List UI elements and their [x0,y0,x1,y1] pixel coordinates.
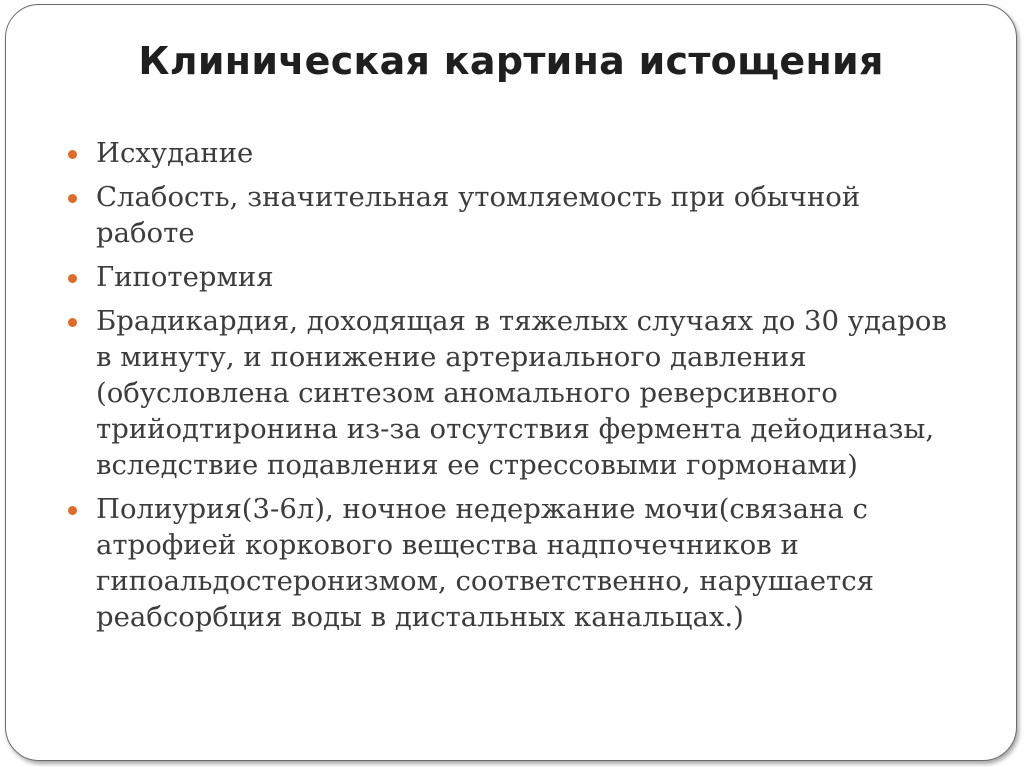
bullet-item [68,179,948,251]
bullet-dot-icon [68,506,77,515]
bullet-text: Исхудание [96,137,254,169]
bullet-text: Полиурия(3-6л), ночное недержание мочи(связана с атрофией коркового вещества надпочечников и гипоальдостеронизмом, соответственно, нарушается реабсорбция воды в дистальных канальцах.) [96,493,874,633]
bullet-item [68,259,948,295]
bullet-dot-icon [68,150,77,159]
bullet-dot-icon [68,274,77,283]
slide [5,4,1017,761]
bullet-text: Слабость, значительная утомляемость при обычной работе [96,181,861,249]
bullet-item [68,491,948,635]
bullet-list [68,135,948,643]
bullet-item [68,303,948,483]
bullet-text: Гипотермия [96,261,274,293]
bullet-text: Брадикардия, доходящая в тяжелых случаях до 30 ударов в минуту, и понижение артериального давления (обусловлена синтезом аномального реверсивного трийодтиронина из-за отсутствия фермента дейодиназы, вследствие подавления ее стрессовыми гормонами) [96,305,947,481]
bullet-item [68,135,948,171]
bullet-dot-icon [68,194,77,203]
slide-title: Клиническая картина истощения [138,39,884,83]
bullet-dot-icon [68,318,77,327]
